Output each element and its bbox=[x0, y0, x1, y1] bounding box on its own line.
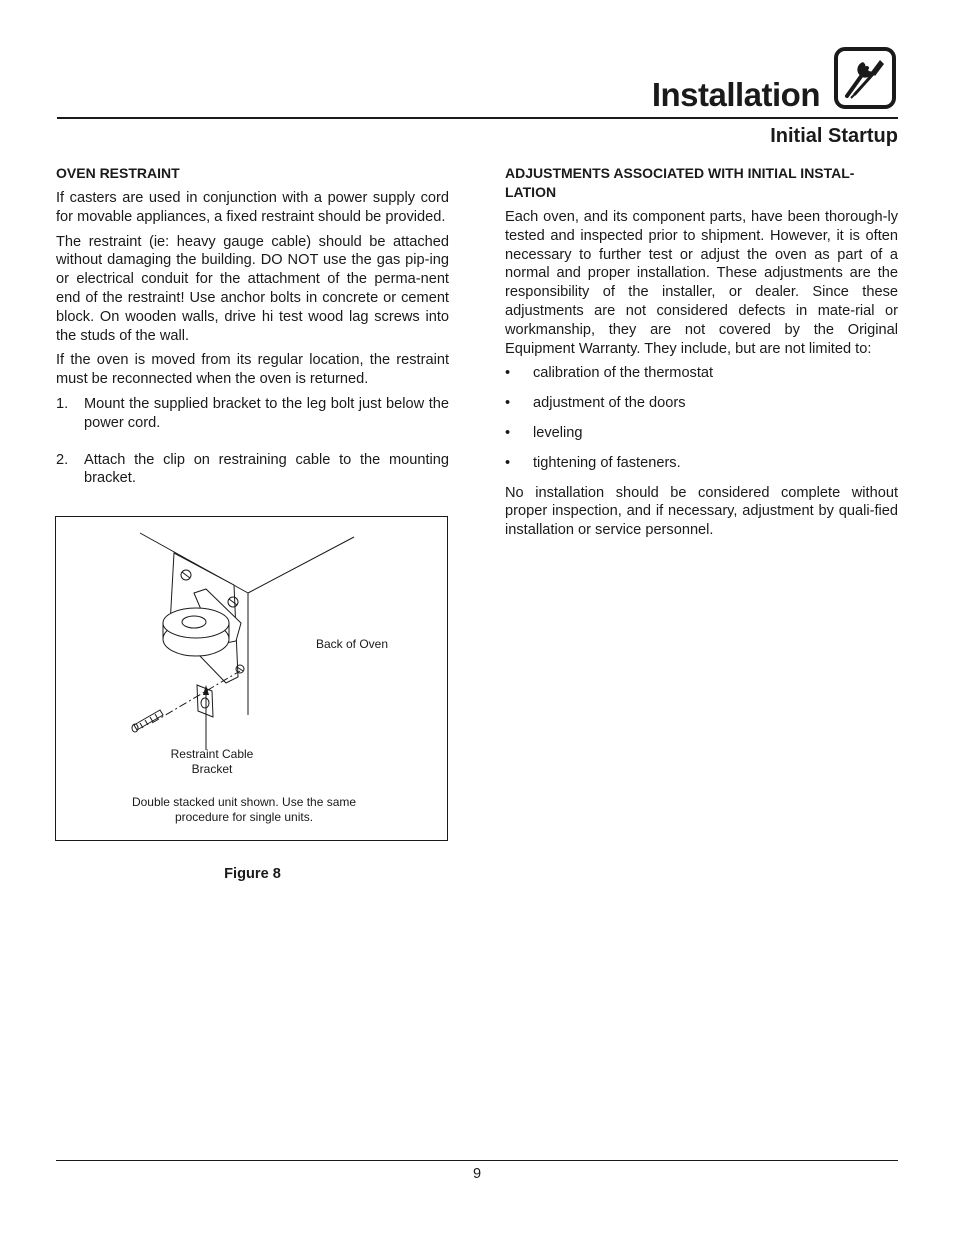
oven-restraint-illustration bbox=[56, 517, 449, 842]
step-number: 2. bbox=[56, 451, 69, 468]
list-item bbox=[505, 364, 898, 383]
bullet-text: adjustment of the doors bbox=[533, 395, 686, 412]
bullet-marker: • bbox=[505, 424, 511, 441]
bracket-label-line: Restraint Cable bbox=[170, 747, 254, 761]
list-item bbox=[505, 424, 898, 443]
bullet-text: leveling bbox=[533, 424, 583, 441]
footer-rule bbox=[56, 1160, 898, 1161]
header-rule bbox=[57, 117, 898, 119]
step-text: Mount the supplied bracket to the leg bolt just below the power cord. bbox=[84, 395, 449, 431]
bullet-marker: • bbox=[505, 395, 511, 412]
adjustments-heading bbox=[505, 164, 898, 202]
section-subtitle: Initial Startup bbox=[770, 125, 898, 147]
right-column bbox=[505, 164, 898, 546]
paragraph: If casters are used in conjunction with a power supply cord for movable appliances, a fixed restraint should be provided. bbox=[56, 190, 449, 225]
list-item bbox=[56, 451, 449, 489]
figure-note bbox=[94, 795, 394, 825]
paragraph: No installation should be considered complete without proper inspection, and if necessary, adjustment by quali-fied installation or service personnel. bbox=[505, 484, 898, 539]
bracket-label-line: Bracket bbox=[191, 762, 233, 776]
adjustments-list bbox=[505, 364, 898, 472]
list-item bbox=[505, 394, 898, 413]
restraint-steps bbox=[56, 395, 449, 488]
figure-note-line: procedure for single units. bbox=[174, 810, 314, 824]
paragraph: The restraint (ie: heavy gauge cable) should be attached without damaging the building. DO NOT use the gas pip-ing or electrical conduit for the attachment of the perma-nent end of the restraint! Use anchor bolts in concrete or cement block. On wooden walls, drive hi test wood lag screws into the studs of the wall. bbox=[56, 233, 449, 344]
step-text: Attach the clip on restraining cable to the mounting bracket. bbox=[84, 451, 449, 487]
bullet-marker: • bbox=[505, 454, 511, 471]
oven-restraint-heading: OVEN RESTRAINT bbox=[56, 165, 180, 181]
wrench-screwdriver-icon bbox=[833, 46, 897, 110]
figure-caption: Figure 8 bbox=[224, 866, 281, 882]
heading-line: ADJUSTMENTS ASSOCIATED WITH INITIAL INSTAL- bbox=[505, 165, 855, 181]
page-number: 9 bbox=[472, 1166, 482, 1182]
bullet-text: calibration of the thermostat bbox=[533, 365, 714, 382]
heading-line: LATION bbox=[505, 184, 557, 200]
bracket-label bbox=[152, 747, 272, 777]
paragraph: If the oven is moved from its regular location, the restraint must be reconnected when the oven is returned. bbox=[56, 352, 449, 388]
list-item bbox=[505, 454, 898, 473]
left-column bbox=[56, 164, 449, 499]
bullet-text: tightening of fasteners. bbox=[533, 454, 681, 471]
figure-8-box bbox=[55, 516, 448, 841]
list-item bbox=[56, 395, 449, 433]
step-number: 1. bbox=[56, 395, 69, 412]
back-of-oven-label: Back of Oven bbox=[315, 637, 389, 651]
bullet-marker: • bbox=[505, 365, 511, 382]
figure-note-line: Double stacked unit shown. Use the same bbox=[131, 795, 357, 809]
section-title: Installation bbox=[651, 76, 820, 113]
paragraph: Each oven, and its component parts, have been thorough-ly tested and inspected prior to shipment. However, it is often necessary to further test or adjust the oven as part of a normal and proper installation. These adjustments are the responsibility of the installer, or dealer. Since these adjustments are not considered defects in mate-rial or workmanship, they are not covered by the Original Equipment Warranty. They include, but are not limited to: bbox=[505, 209, 898, 357]
